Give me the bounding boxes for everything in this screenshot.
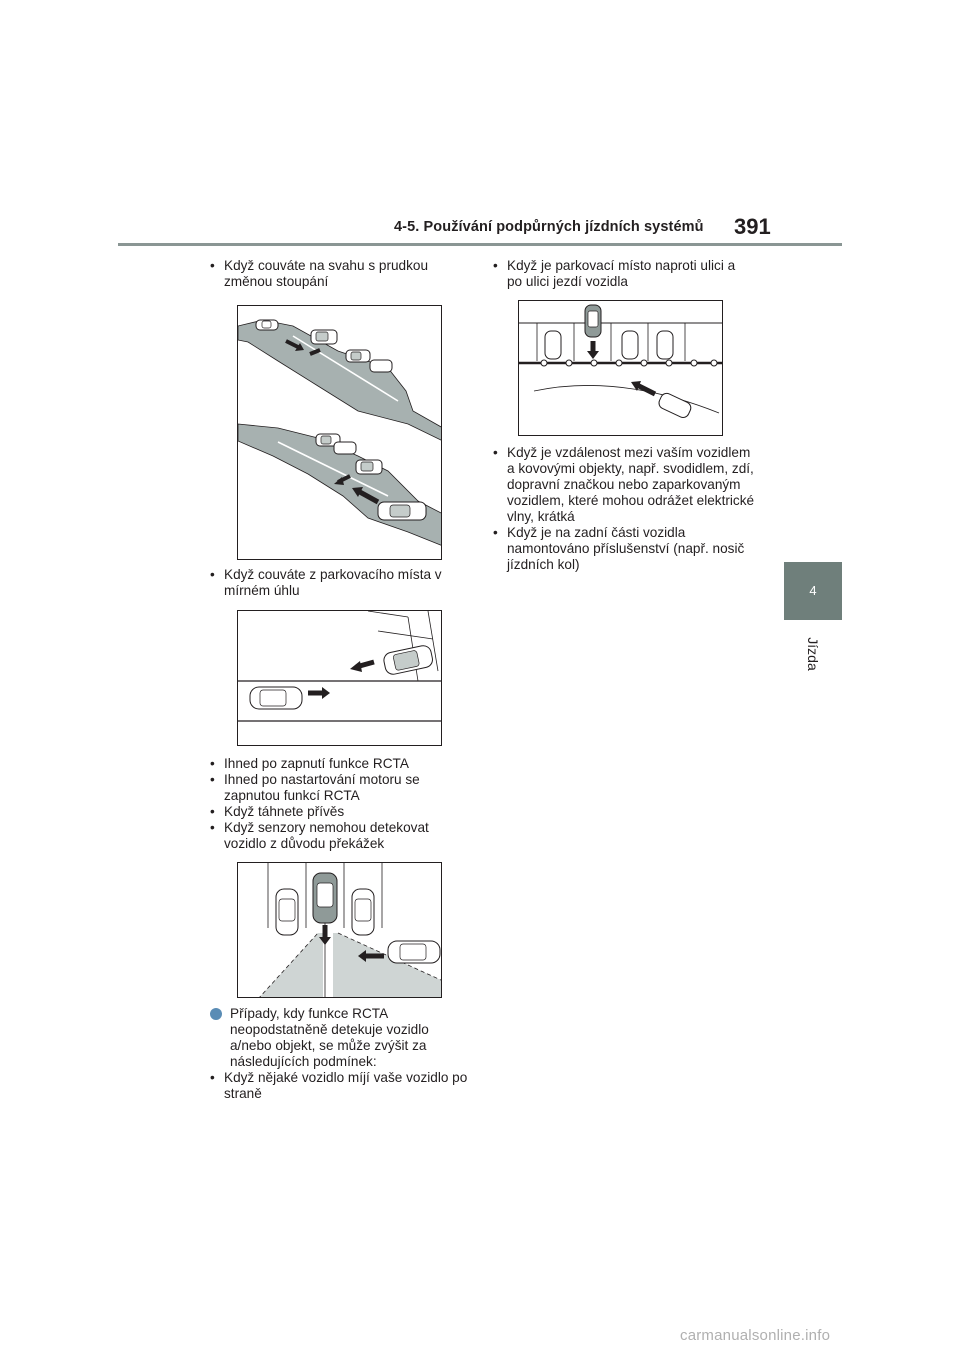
list-item: • Když je parkovací místo naproti ulici a po ulici jezdí vozidla [489,258,754,290]
car-icon [276,889,298,935]
car-icon [370,360,392,372]
arrow-icon [637,385,655,394]
car-icon [334,442,356,454]
list-item: • Když couváte z parkovacího místa v mírném úhlu [206,567,461,599]
car-icon [346,350,370,362]
text-block-slope [206,258,461,290]
arrow-head-icon [322,687,330,699]
car-icon [356,460,382,474]
car-icon [657,331,673,359]
car-icon [378,502,426,520]
illustration-angle-parking [237,610,442,746]
list-item: • Ihned po nastartování motoru se zapnutou funkcí RCTA [206,772,468,804]
car-icon [388,941,440,963]
car-icon [657,391,693,419]
list-item: • Když couváte na svahu s prudkou změnou stoupání [206,258,461,290]
section-title: 4-5. Používání podpůrných jízdních systémů [394,219,704,235]
angle-parking-drawing [238,611,442,746]
car-icon [585,305,601,337]
page-number: 391 [734,214,771,239]
chapter-label [784,624,842,684]
car-icon [382,644,434,675]
illustration-slope [237,305,442,560]
car-icon [622,331,638,359]
list-item: • Když je vzdálenost mezi vaším vozidlem a kovovými objekty, např. svodidlem, zdí, dopravní značkou nebo zaparkovaným vozidlem, které mohou odrážet elektrické vlny, krátká [489,445,761,525]
street-parking-drawing [519,301,723,436]
car-icon [352,889,374,935]
note-text: Případy, kdy funkce RCTA neopodstatněně detekuje vozidlo a/nebo objekt, se může zvýšit za následujících podmínek: [230,1006,429,1069]
text-block-angle [206,567,461,599]
text-block-conditions [206,756,468,852]
list-item: • Ihned po zapnutí funkce RCTA [206,756,468,772]
chapter-title: Jízda [805,637,821,671]
list-item: • Když je na zadní části vozidla namontováno příslušenství (např. nosič jízdních kol) [489,525,761,573]
text-block-street [489,258,754,290]
car-icon [545,331,561,359]
car-icon [250,687,302,709]
chapter-tab[interactable]: 4 [784,562,842,620]
text-block-note [210,1006,472,1102]
list-item: • Když nějaké vozidlo míjí vaše vozidlo po straně [206,1070,472,1102]
arrow-head-icon [587,351,599,359]
text-block-interference [489,445,761,573]
car-icon [311,330,337,344]
illustration-street-parking [518,300,723,436]
note-bullet-icon [210,1008,222,1020]
car-icon [313,873,337,923]
watermark: carmanualsonline.info [680,1327,831,1344]
note-paragraph [210,1006,472,1070]
list-item: • Když senzory nemohou detekovat vozidlo z důvodu překážek [206,820,468,852]
arrow-head-icon [350,661,362,672]
illustration-obstruction [237,862,442,998]
slope-drawing [238,306,442,560]
obstruction-drawing [238,863,442,998]
list-item: • Když táhnete přívěs [206,804,468,820]
car-icon [256,320,278,330]
header-divider [118,243,842,246]
